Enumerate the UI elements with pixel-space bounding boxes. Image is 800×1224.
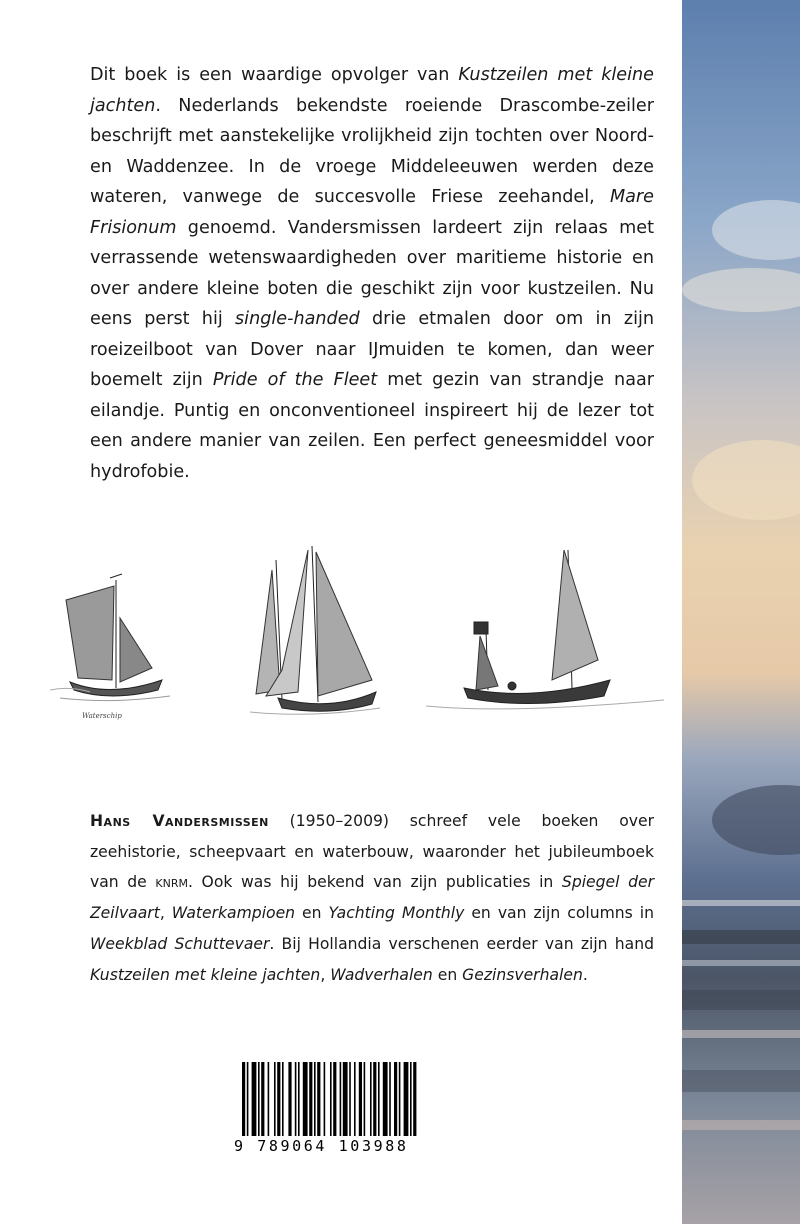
- bio-text: .: [582, 965, 588, 984]
- blurb-text: met gezin van strandje naar eilandje. Puntig en onconventioneel inspireert hij de lezer tot een andere manier van zeilen. Een perfect geneesmiddel voor hydrofobie.: [90, 370, 654, 482]
- blurb-text: drie etmalen door om in zijn roeizeilboot van Dover naar IJmuiden te komen, dan weer boemelt zijn: [90, 309, 654, 390]
- barcode-bar: [383, 1062, 388, 1136]
- barcode-bar: [330, 1062, 332, 1136]
- blurb-boat-name: Pride of the Fleet: [212, 370, 378, 390]
- sketch-caption: Waterschip: [82, 712, 122, 720]
- blurb-paragraph: [90, 60, 654, 487]
- bio-organisation: knrm: [155, 873, 188, 892]
- barcode-bar: [413, 1062, 416, 1136]
- barcode-bar: [378, 1062, 380, 1136]
- barcode-bar: [359, 1062, 362, 1136]
- barcode-bar: [303, 1062, 308, 1136]
- barcode-bar: [288, 1062, 291, 1136]
- bio-publication: Spiegel der Zeilvaart: [90, 873, 654, 923]
- barcode-bar: [258, 1062, 260, 1136]
- seascape-photo: [682, 0, 800, 1224]
- bio-publication: Yachting Monthly: [328, 904, 465, 923]
- barcode-bar: [324, 1062, 326, 1136]
- boat-sketches-drawing: [50, 540, 680, 730]
- barcode-bar: [364, 1062, 366, 1136]
- barcode-bar: [298, 1062, 300, 1136]
- boat-sketch-waterschip: [50, 574, 170, 701]
- barcode-bar: [261, 1062, 264, 1136]
- barcode-bar: [394, 1062, 397, 1136]
- blurb-term: single-handed: [235, 309, 360, 329]
- author-name: Hans Vandersmissen: [90, 812, 269, 830]
- barcode-bar: [309, 1062, 312, 1136]
- blurb-text: genoemd. Vandersmissen lardeert zijn relaas met verrassende wetenswaardigheden over maritieme historie en over andere kleine boten die geschikt zijn voor kustzeilen. Nu eens perst hij: [90, 217, 654, 329]
- isbn-number: 9 789064 103988: [234, 1137, 409, 1155]
- barcode-bar: [399, 1062, 401, 1136]
- blurb-text: Dit boek is een waardige opvolger van: [90, 65, 459, 85]
- barcode-bar: [295, 1062, 297, 1136]
- barcode-bar: [404, 1062, 409, 1136]
- barcode-bar: [389, 1062, 391, 1136]
- barcode-bar: [282, 1062, 284, 1136]
- barcode-bar: [317, 1062, 320, 1136]
- bio-text: en van zijn columns in: [464, 904, 654, 923]
- barcode-bar: [242, 1062, 245, 1136]
- barcode-bar: [370, 1062, 372, 1136]
- boat-sketches: [50, 540, 680, 730]
- bio-text: . Bij Hollandia verschenen eerder van zijn hand: [269, 934, 654, 953]
- author-bio: [90, 806, 654, 990]
- barcode-bar: [354, 1062, 356, 1136]
- barcode-bar: [410, 1062, 412, 1136]
- barcode-bar: [314, 1062, 316, 1136]
- barcode-bar: [274, 1062, 276, 1136]
- barcode-bar: [340, 1062, 342, 1136]
- barcode-bars: [236, 1062, 422, 1136]
- barcode-bar: [333, 1062, 336, 1136]
- bio-text: . Ook was hij bekend van zijn publicaties in: [187, 873, 562, 892]
- barcode-bar: [268, 1062, 270, 1136]
- bio-book-title: Wadverhalen: [330, 965, 433, 984]
- barcode-bar: [252, 1062, 257, 1136]
- bio-text: en: [295, 904, 329, 923]
- bio-text: ,: [159, 904, 172, 923]
- bio-text: en: [432, 965, 463, 984]
- cover-photo-strip: [682, 0, 800, 1224]
- blurb-book-title: Kustzeilen met kleine jachten: [90, 65, 654, 116]
- bio-book-title: Kustzeilen met kleine jachten: [90, 965, 321, 984]
- barcode-bar: [349, 1062, 351, 1136]
- bio-book-title: Gezinsverhalen: [462, 965, 583, 984]
- bio-publication: Waterkampioen: [171, 904, 296, 923]
- boat-sketch-dinghy: [426, 550, 664, 709]
- bio-publication: Weekblad Schuttevaer: [90, 934, 270, 953]
- barcode-bar: [343, 1062, 348, 1136]
- barcode-bar: [373, 1062, 376, 1136]
- book-blurb: [90, 60, 654, 487]
- bio-text: (1950–2009) schreef vele boeken over zeehistorie, scheepvaart en waterbouw, waaronder het jubileumboek van de: [90, 812, 654, 892]
- barcode-bar: [277, 1062, 280, 1136]
- boat-sketch-twin-sail: [250, 546, 380, 714]
- bio-text: ,: [320, 965, 331, 984]
- barcode-bar: [247, 1062, 249, 1136]
- author-paragraph: [90, 806, 654, 990]
- blurb-term: Mare Frisionum: [90, 187, 654, 238]
- blurb-text: . Nederlands bekendste roeiende Drascombe-zeiler beschrijft met aanstekelijke vrolijkheid zijn tochten over Noord- en Waddenzee. In de vroege Middeleeuwen werden deze wateren, vanwege de succesvolle Friese zeehandel,: [90, 95, 654, 207]
